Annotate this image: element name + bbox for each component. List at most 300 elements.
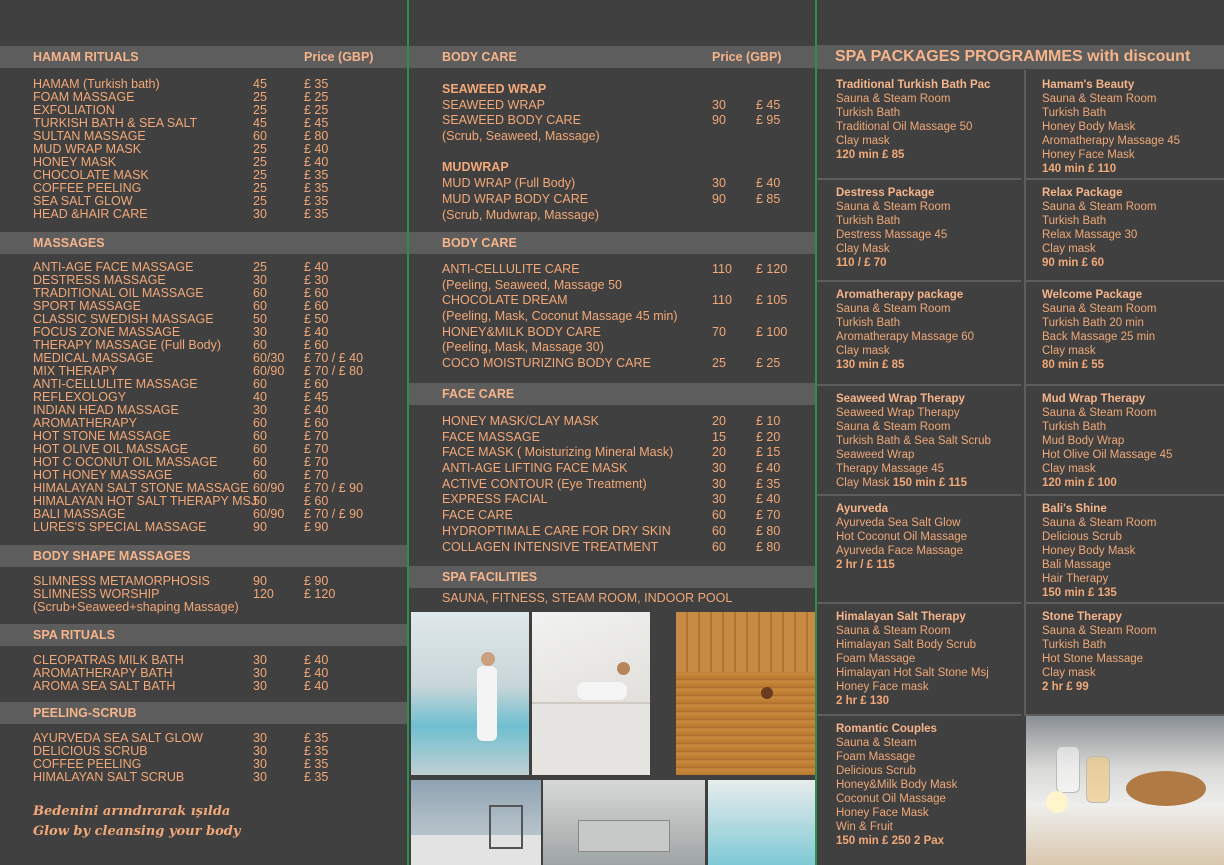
item-duration: 25 xyxy=(253,155,267,169)
item-duration: 30 xyxy=(712,461,726,476)
item-duration: 60 xyxy=(253,442,267,456)
package-line: Aromatherapy Massage 60 xyxy=(836,331,975,343)
package-title: Aromatherapy package xyxy=(836,289,964,301)
item-duration: 25 xyxy=(712,356,726,371)
column-packages xyxy=(817,0,1224,865)
item-price: £ 35 xyxy=(304,207,329,221)
item-duration: 25 xyxy=(253,260,267,274)
item-price: £ 70 xyxy=(304,468,329,482)
item-price: £ 25 xyxy=(304,90,329,104)
item-name: ANTI-CELLULITE CARE xyxy=(442,262,580,276)
item-name: ACTIVE CONTOUR (Eye Treatment) xyxy=(442,476,647,491)
price-row xyxy=(442,192,815,208)
item-name: HIMALAYAN SALT STONE MASSAGE xyxy=(33,481,249,495)
item-duration: 60 xyxy=(253,455,267,469)
package-price-value: 2 hr £ 130 xyxy=(836,695,890,707)
item-price: £ 80 xyxy=(756,539,781,554)
price-row xyxy=(442,492,815,508)
package-line: Aromatherapy Massage 45 xyxy=(1042,135,1181,147)
price-row xyxy=(442,208,815,224)
item-duration: 60 xyxy=(253,416,267,430)
item-name: FACE MASK ( Moisturizing Mineral Mask) xyxy=(442,445,674,460)
item-price: £ 40 xyxy=(304,155,329,169)
item-price: £ 70 xyxy=(304,455,329,469)
item-price: £ 45 xyxy=(304,116,329,130)
package-card xyxy=(1024,180,1224,282)
package-price xyxy=(1042,586,1224,600)
item-price: £ 60 xyxy=(304,338,329,352)
package-price-value: 90 min £ 60 xyxy=(1042,257,1105,269)
package-price-prefix: Clay Mask xyxy=(836,477,893,489)
package-line: Hair Therapy xyxy=(1042,573,1109,585)
item-name: THERAPY MASSAGE (Full Body) xyxy=(33,338,222,352)
package-line: Bali Massage xyxy=(1042,559,1112,571)
package-price-value: 150 min £ 115 xyxy=(892,477,968,489)
item-duration: 20 xyxy=(712,414,726,428)
item-duration: 70 xyxy=(712,324,726,339)
package-line: Coconut Oil Massage xyxy=(836,793,946,805)
price-header: Price (GBP) xyxy=(712,50,782,64)
package-title: Destress Package xyxy=(836,187,935,199)
item-price: £ 85 xyxy=(756,191,781,206)
package-price-value: 2 hr / £ 115 xyxy=(836,559,895,571)
item-name: MUD WRAP MASK xyxy=(33,142,142,156)
package-title: Stone Therapy xyxy=(1042,611,1122,623)
package-line: Delicious Scrub xyxy=(836,765,916,777)
price-row xyxy=(442,262,815,278)
package-line: Sauna & Steam Room xyxy=(836,93,951,105)
package-line: Honey Face Mask xyxy=(1042,149,1135,161)
item-duration: 25 xyxy=(253,194,267,208)
package-title: Seaweed Wrap Therapy xyxy=(836,393,965,405)
item-price: £ 95 xyxy=(756,113,781,128)
slogan-line-tr: Bedenini arındırarak ışılda xyxy=(33,804,231,819)
item-duration: 60/90 xyxy=(253,481,285,495)
package-line: Ayurveda Face Massage xyxy=(836,545,963,557)
item-price: £ 90 xyxy=(304,574,329,588)
item-name: AYURVEDA SEA SALT GLOW xyxy=(33,731,203,745)
item-price: £ 15 xyxy=(756,445,781,460)
item-price: £ 35 xyxy=(304,77,329,91)
package-line: Back Massage 25 min xyxy=(1042,331,1156,343)
item-name: SEAWEED WRAP xyxy=(442,82,547,96)
package-line: Traditional Oil Massage 50 xyxy=(836,121,973,133)
item-name: MUD WRAP (Full Body) xyxy=(442,176,576,191)
package-line: Foam Massage xyxy=(836,751,916,763)
item-price: £ 70 / £ 90 xyxy=(304,481,364,495)
package-price xyxy=(1042,256,1224,270)
item-name: HONEY&MILK BODY CARE xyxy=(442,324,601,339)
item-price: £ 60 xyxy=(304,377,329,391)
item-name: DESTRESS MASSAGE xyxy=(33,273,166,287)
item-duration: 25 xyxy=(253,142,267,156)
price-row xyxy=(33,771,407,784)
item-name: FOAM MASSAGE xyxy=(33,90,135,104)
package-line: Clay mask xyxy=(1042,463,1096,475)
packages-title: SPA PACKAGES PROGRAMMES with discount xyxy=(817,45,1224,69)
package-title: Himalayan Salt Therapy xyxy=(836,611,966,623)
item-duration: 20 xyxy=(712,445,726,460)
item-duration: 25 xyxy=(253,181,267,195)
section-header-body-shape xyxy=(0,545,407,567)
package-line: Sauna & Steam Room xyxy=(1042,625,1157,637)
package-title: Mud Wrap Therapy xyxy=(1042,393,1146,405)
item-duration: 60 xyxy=(253,429,267,443)
item-price: £ 70 xyxy=(756,508,781,523)
package-price-value: 120 min £ 85 xyxy=(836,149,905,161)
item-price: £ 90 xyxy=(304,520,329,534)
package-line: Sauna & Steam Room xyxy=(836,303,951,315)
item-price: £ 40 xyxy=(756,492,781,507)
item-price: £ 80 xyxy=(304,129,329,143)
item-name: (Scrub+Seaweed+shaping Massage) xyxy=(33,600,239,614)
item-name: HONEY MASK/CLAY MASK xyxy=(442,414,599,428)
item-duration: 60 xyxy=(253,468,267,482)
item-duration: 30 xyxy=(253,731,267,745)
item-price: £ 105 xyxy=(756,293,788,308)
section-header-hamam xyxy=(0,46,407,68)
item-name: FACE MASSAGE xyxy=(442,429,540,444)
item-name: INDIAN HEAD MASSAGE xyxy=(33,403,179,417)
item-duration: 60 xyxy=(253,129,267,143)
package-card xyxy=(1024,70,1224,180)
item-name: ANTI-AGE LIFTING FACE MASK xyxy=(442,461,628,476)
item-name: CHOCOLATE MASK xyxy=(33,168,149,182)
item-duration: 25 xyxy=(253,90,267,104)
item-price: £ 35 xyxy=(304,194,329,208)
item-name: CLASSIC SWEDISH MASSAGE xyxy=(33,312,214,326)
package-line: Sauna & Steam Room xyxy=(1042,407,1157,419)
package-price xyxy=(836,148,1021,162)
item-name: HIMALAYAN HOT SALT THERAPY MSJ xyxy=(33,494,258,508)
face-care-list xyxy=(442,414,815,555)
item-duration: 90 xyxy=(253,520,267,534)
item-price: £ 70 / £ 40 xyxy=(304,351,364,365)
item-duration: 30 xyxy=(712,492,726,507)
package-line: Turkish Bath xyxy=(1042,215,1107,227)
package-price-value: 120 min £ 100 xyxy=(1042,477,1117,489)
item-price: £ 60 xyxy=(304,416,329,430)
section-title: MASSAGES xyxy=(33,236,105,250)
item-name: HOT HONEY MASSAGE xyxy=(33,468,173,482)
price-row xyxy=(442,524,815,540)
price-row xyxy=(442,508,815,524)
package-line: Therapy Massage 45 xyxy=(836,463,945,475)
item-duration: 60/90 xyxy=(253,507,285,521)
price-row xyxy=(442,278,815,294)
item-price: £ 35 xyxy=(756,476,781,491)
item-name: (Peeling, Mask, Coconut Massage 45 min) xyxy=(442,309,678,324)
package-card xyxy=(1024,604,1224,716)
package-title: Traditional Turkish Bath Pac xyxy=(836,79,991,91)
package-price-value: 130 min £ 85 xyxy=(836,359,905,371)
section-title: BODY CARE xyxy=(442,236,517,250)
item-duration: 120 xyxy=(253,587,274,601)
item-duration: 30 xyxy=(253,207,267,221)
item-name: COFFEE PEELING xyxy=(33,181,142,195)
item-duration: 25 xyxy=(253,168,267,182)
item-price: £ 40 xyxy=(304,653,329,667)
item-duration: 30 xyxy=(253,653,267,667)
item-duration: 90 xyxy=(712,113,726,128)
item-name: ANTI-AGE FACE MASSAGE xyxy=(33,260,194,274)
package-line: Sauna & Steam Room xyxy=(1042,201,1157,213)
item-duration: 60/90 xyxy=(253,364,285,378)
item-price: £ 25 xyxy=(756,356,781,371)
package-line: Clay mask xyxy=(836,135,890,147)
facilities-text: SAUNA, FITNESS, STEAM ROOM, INDOOR POOL xyxy=(442,591,733,605)
package-line: Delicious Scrub xyxy=(1042,531,1122,543)
package-line: Clay mask xyxy=(1042,345,1096,357)
price-row xyxy=(442,461,815,477)
price-row xyxy=(442,98,815,114)
package-line: Ayurveda Sea Salt Glow xyxy=(836,517,961,529)
package-price xyxy=(1042,680,1224,694)
item-price: £ 45 xyxy=(756,97,781,112)
item-name: HEAD &HAIR CARE xyxy=(33,207,148,221)
item-price: £ 70 xyxy=(304,442,329,456)
item-price: £ 40 xyxy=(304,403,329,417)
package-line: Honey Body Mask xyxy=(1042,121,1136,133)
package-price-value: 140 min £ 110 xyxy=(1042,163,1117,175)
item-name: MEDICAL MASSAGE xyxy=(33,351,154,365)
package-line: Hot Stone Massage xyxy=(1042,653,1144,665)
package-line: Sauna & Steam Room xyxy=(1042,303,1157,315)
item-duration: 30 xyxy=(253,325,267,339)
item-duration: 30 xyxy=(253,666,267,680)
photo-fitness xyxy=(411,780,541,865)
item-name: (Scrub, Seaweed, Massage) xyxy=(442,129,600,144)
package-price xyxy=(836,256,1021,270)
section-title: SPA RITUALS xyxy=(33,628,115,642)
item-name: MUDWRAP xyxy=(442,160,509,175)
item-price: £ 70 xyxy=(304,429,329,443)
item-duration: 40 xyxy=(253,390,267,404)
price-row xyxy=(33,208,407,221)
package-card xyxy=(1024,496,1224,604)
section-title: PEELING-SCRUB xyxy=(33,706,137,720)
item-price: £ 25 xyxy=(304,103,329,117)
item-duration: 110 xyxy=(712,262,732,276)
price-row xyxy=(442,430,815,446)
package-line: Turkish Bath xyxy=(836,107,901,119)
item-price: £ 35 xyxy=(304,770,329,784)
package-card xyxy=(1024,282,1224,386)
item-duration: 60 xyxy=(712,539,726,554)
item-duration: 15 xyxy=(712,429,726,444)
item-name: COFFEE PEELING xyxy=(33,757,142,771)
package-line: Honey Face Mask xyxy=(836,807,929,819)
package-line: Clay Mask xyxy=(836,243,890,255)
item-duration: 60 xyxy=(712,508,726,523)
price-row xyxy=(442,129,815,145)
package-line: Clay mask xyxy=(1042,243,1096,255)
item-name: MUD WRAP BODY CARE xyxy=(442,191,589,206)
section-header-body-care-2 xyxy=(409,232,815,254)
item-name: ANTI-CELLULITE MASSAGE xyxy=(33,377,198,391)
package-price xyxy=(1042,358,1224,372)
photo-hamam xyxy=(543,780,705,865)
item-name: HIMALAYAN SALT SCRUB xyxy=(33,770,185,784)
package-line: Foam Massage xyxy=(836,653,916,665)
package-card xyxy=(1024,386,1224,496)
item-duration: 25 xyxy=(253,103,267,117)
hamam-list xyxy=(33,78,407,221)
item-name: TURKISH BATH & SEA SALT xyxy=(33,116,198,130)
item-price: £ 40 xyxy=(304,260,329,274)
item-price: £ 100 xyxy=(756,324,788,339)
package-line: Clay mask xyxy=(836,345,890,357)
price-row xyxy=(33,521,407,534)
item-name: (Peeling, Seaweed, Massage 50 xyxy=(442,277,622,292)
item-duration: 60 xyxy=(253,338,267,352)
item-name: MIX THERAPY xyxy=(33,364,118,378)
package-line: Turkish Bath xyxy=(836,317,901,329)
item-duration: 110 xyxy=(712,293,732,308)
package-line: Honey Face mask xyxy=(836,681,929,693)
item-price: £ 45 xyxy=(304,390,329,404)
item-price: £ 70 / £ 90 xyxy=(304,507,364,521)
item-price: £ 40 xyxy=(304,666,329,680)
item-name: EXFOLIATION xyxy=(33,103,115,117)
column-body-face-care xyxy=(409,0,815,865)
item-duration: 30 xyxy=(712,97,726,112)
item-name: HONEY MASK xyxy=(33,155,117,169)
package-card xyxy=(817,386,1021,496)
section-title: BODY CARE xyxy=(442,50,517,64)
package-card xyxy=(817,282,1021,386)
item-name: COLLAGEN INTENSIVE TREATMENT xyxy=(442,539,659,554)
item-name: FOCUS ZONE MASSAGE xyxy=(33,325,181,339)
item-duration: 60 xyxy=(712,523,726,538)
package-line: Mud Body Wrap xyxy=(1042,435,1125,447)
package-line: Turkish Bath xyxy=(836,215,901,227)
item-price: £ 40 xyxy=(756,176,781,191)
package-line: Turkish Bath xyxy=(1042,421,1107,433)
price-row xyxy=(33,680,407,693)
price-row xyxy=(442,82,815,98)
item-name: CLEOPATRAS MILK BATH xyxy=(33,653,184,667)
column-treatments xyxy=(0,0,407,865)
item-name: (Peeling, Mask, Massage 30) xyxy=(442,340,604,355)
slogan-line-en: Glow by cleansing your body xyxy=(33,824,241,839)
massages-list xyxy=(33,261,407,534)
section-header-massages xyxy=(0,232,407,254)
item-price: £ 120 xyxy=(756,262,788,276)
item-duration: 30 xyxy=(253,679,267,693)
package-price-value: 150 min £ 250 2 Pax xyxy=(836,835,945,847)
price-row xyxy=(442,414,815,430)
item-name: SEA SALT GLOW xyxy=(33,194,133,208)
item-name: HOT OLIVE OIL MASSAGE xyxy=(33,442,188,456)
package-price xyxy=(836,834,1021,848)
item-duration: 90 xyxy=(253,574,267,588)
item-name: AROMA SEA SALT BATH xyxy=(33,679,176,693)
package-price xyxy=(836,476,1021,490)
photo-indoor-pool xyxy=(411,612,529,775)
item-duration: 50 xyxy=(253,494,267,508)
package-line: Turkish Bath & Sea Salt Scrub xyxy=(836,435,991,447)
item-price: £ 35 xyxy=(304,744,329,758)
package-line: Destress Massage 45 xyxy=(836,229,948,241)
item-name: REFLEXOLOGY xyxy=(33,390,127,404)
section-header-face-care xyxy=(409,383,815,405)
package-line: Hot Olive Oil Massage 45 xyxy=(1042,449,1173,461)
item-price: £ 50 xyxy=(304,312,329,326)
item-price: £ 35 xyxy=(304,757,329,771)
item-price: £ 30 xyxy=(304,273,329,287)
price-row xyxy=(442,477,815,493)
package-line: Seaweed Wrap xyxy=(836,449,915,461)
package-line: Honey Body Mask xyxy=(1042,545,1136,557)
item-name: SLIMNESS WORSHIP xyxy=(33,587,160,601)
package-line: Turkish Bath xyxy=(1042,639,1107,651)
section-header-peeling xyxy=(0,702,407,724)
package-line: Sauna & Steam Room xyxy=(1042,517,1157,529)
item-name: HOT STONE MASSAGE xyxy=(33,429,171,443)
slogan xyxy=(33,802,240,842)
package-line: Sauna & Steam Room xyxy=(836,625,951,637)
item-name: SLIMNESS METAMORPHOSIS xyxy=(33,574,210,588)
item-duration: 30 xyxy=(712,176,726,191)
price-row xyxy=(442,160,815,176)
photo-sauna xyxy=(676,612,815,775)
package-line: Hot Coconut Oil Massage xyxy=(836,531,968,543)
item-name: HOT C OCONUT OIL MASSAGE xyxy=(33,455,218,469)
package-line: Seaweed Wrap Therapy xyxy=(836,407,960,419)
package-price-value: 150 min £ 135 xyxy=(1042,587,1117,599)
package-title: Hamam's Beauty xyxy=(1042,79,1135,91)
item-price: £ 70 / £ 80 xyxy=(304,364,364,378)
package-card xyxy=(817,496,1021,604)
price-row xyxy=(442,176,815,192)
price-header: Price (GBP) xyxy=(304,50,374,64)
package-line: Clay mask xyxy=(1042,667,1096,679)
package-price xyxy=(1042,162,1224,176)
item-duration: 90 xyxy=(712,191,726,206)
section-header-body-care xyxy=(409,46,815,68)
section-header-facilities xyxy=(409,566,815,588)
item-name: FACE CARE xyxy=(442,508,513,523)
item-price: £ 35 xyxy=(304,168,329,182)
package-card xyxy=(817,180,1021,282)
body-care2-list xyxy=(442,262,815,372)
price-row xyxy=(442,293,815,309)
item-price: £ 40 xyxy=(304,142,329,156)
item-name: CHOCOLATE DREAM xyxy=(442,293,568,308)
peeling-list xyxy=(33,732,407,784)
item-name: SPORT MASSAGE xyxy=(33,299,141,313)
item-name: BALI MASSAGE xyxy=(33,507,126,521)
item-name: SULTAN MASSAGE xyxy=(33,129,146,143)
package-line: Sauna & Steam Room xyxy=(836,201,951,213)
item-duration: 30 xyxy=(253,744,267,758)
item-duration: 45 xyxy=(253,116,267,130)
item-duration: 30 xyxy=(253,757,267,771)
price-row xyxy=(442,309,815,325)
price-row xyxy=(442,145,815,161)
section-title: FACE CARE xyxy=(442,387,515,401)
package-card xyxy=(817,716,1021,865)
item-duration: 60 xyxy=(253,286,267,300)
item-duration: 45 xyxy=(253,77,267,91)
item-price: £ 35 xyxy=(304,731,329,745)
item-name: SEAWEED BODY CARE xyxy=(442,113,581,128)
item-price: £ 40 xyxy=(304,679,329,693)
package-line: Himalayan Salt Body Scrub xyxy=(836,639,976,651)
package-price xyxy=(1042,476,1224,490)
package-price-value: 110 / £ 70 xyxy=(836,257,887,269)
